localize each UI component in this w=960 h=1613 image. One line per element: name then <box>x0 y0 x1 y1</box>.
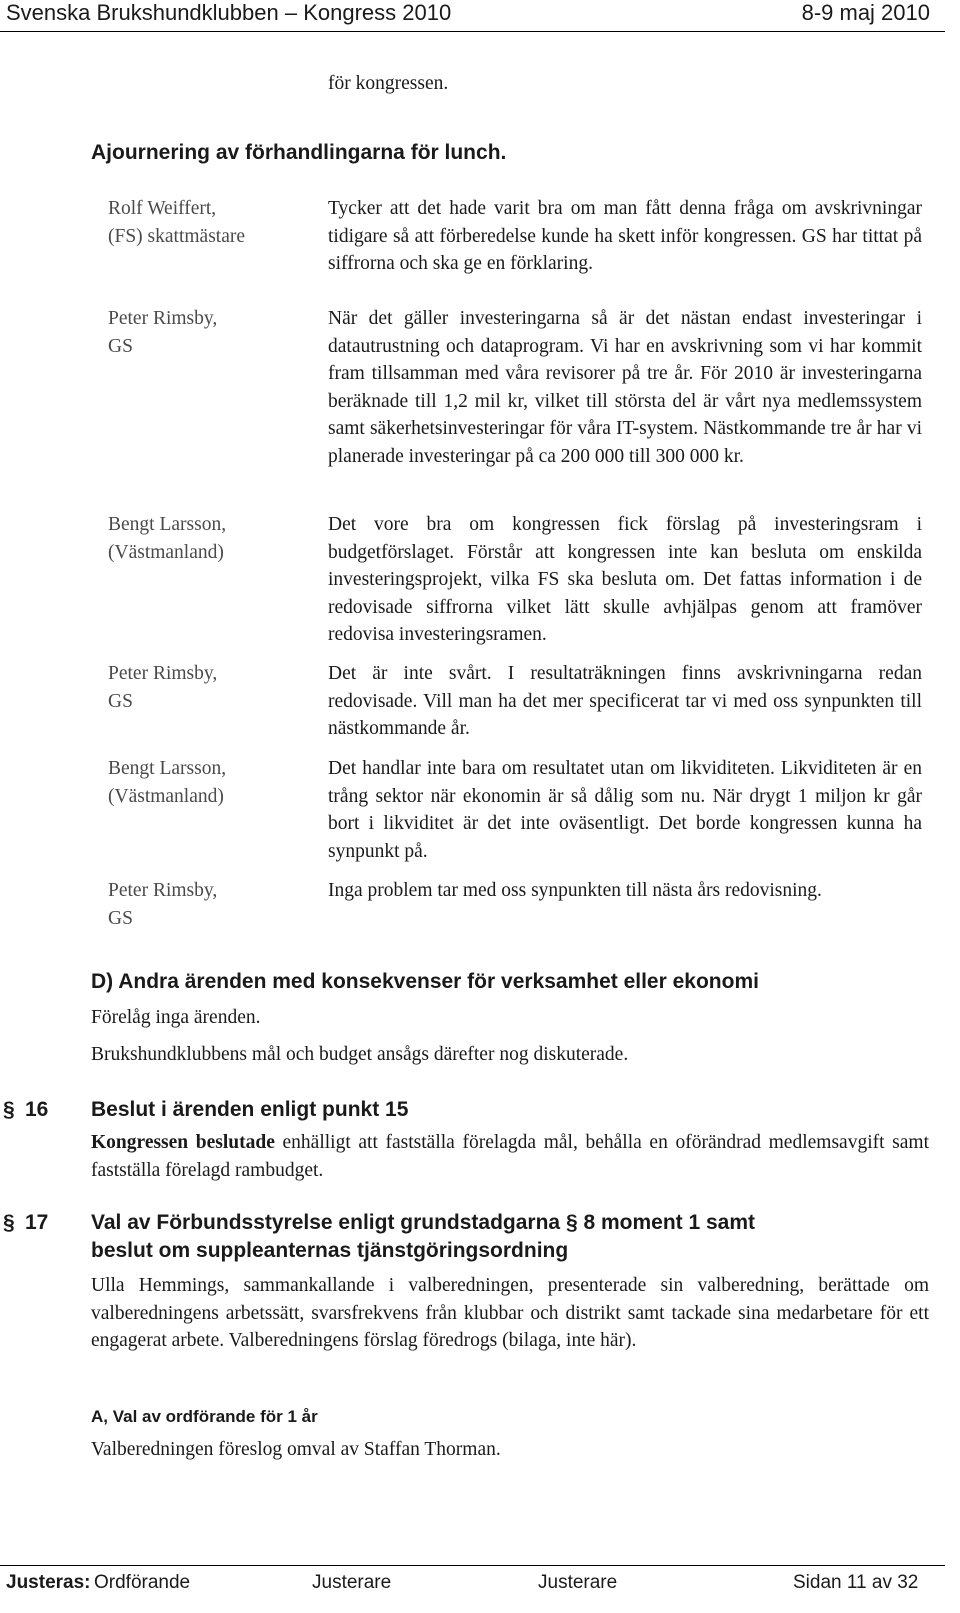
section-d-line2: Brukshundklubbens mål och budget ansågs därefter nog diskuterade. <box>91 1044 629 1065</box>
section-17-paragraph: Ulla Hemmings, sammankallande i valberedningen, presenterade sin valberedning, berättade om valberedningens arbetssätt, svarsfrekvens från klubbar och distrikt samt tackade sina medarbetare för ett engagerat arbete. Valberedningens förslag föredrogs (bilaga, inte här). <box>91 1275 929 1352</box>
section-17-number: 17 <box>25 1211 49 1234</box>
speaker-name: Peter Rimsby, GS <box>108 880 218 929</box>
section-17-subtext: Valberedningen föreslog omval av Staffan Thorman. <box>91 1439 501 1460</box>
section-17-title: Val av Förbundsstyrelse enligt grundstadgarna § 8 moment 1 samt beslut om suppleanternas tjänstgöringsordning <box>91 1211 756 1262</box>
speaker-name: Peter Rimsby, GS <box>108 663 218 712</box>
section-d-line1: Förelåg inga ärenden. <box>91 1007 261 1028</box>
footer-justeras-label: Justeras: <box>6 1572 91 1593</box>
speech-paragraph: Det är inte svårt. I resultaträkningen finns avskrivningarna redan redovisade. Vill man ha det mer specificerat tar vi med oss synpunkten till nästkommande år. <box>328 663 922 740</box>
header-title: Svenska Brukshundklubben – Kongress 2010 <box>6 0 452 25</box>
header-date: 8-9 maj 2010 <box>801 0 930 25</box>
speaker-name: Bengt Larsson, (Västmanland) <box>108 758 227 807</box>
continuation-text: för kongressen. <box>328 73 449 94</box>
speaker-name: Rolf Weiffert, (FS) skattmästare <box>108 198 246 247</box>
footer-rule <box>0 1565 945 1566</box>
speaker-name: Bengt Larsson, (Västmanland) <box>108 514 227 563</box>
section-16-text: Kongressen beslutade enhälligt att fastställa förelagda mål, behålla en oförändrad medlemsavgift samt fastställa förelagd rambudget. <box>91 1132 929 1181</box>
page-header <box>0 0 960 30</box>
speech-paragraph: När det gäller investeringarna så är det nästan endast investeringar i datautrustning och dataprogram. Vi har en avskrivning som vi har kommit fram tillsamman med våra revisorer på tre år. För 2010 är investeringarna beräknade till 1,2 mil kr, vilket till största del är vårt nya medlemssystem samt säkerhetsinvesteringar för våra IT-system. Nästkommande tre år har vi planerade investeringar på ca 200 000 till 300 000 kr. <box>328 308 922 467</box>
section-symbol: § <box>3 1211 15 1234</box>
speech-paragraph: Inga problem tar med oss synpunkten till nästa års redovisning. <box>328 880 822 901</box>
footer-page-number: Sidan 11 av 32 <box>793 1572 919 1593</box>
footer-ordforande: Ordförande <box>94 1572 191 1593</box>
section-16-number: 16 <box>25 1098 49 1121</box>
speech-paragraph: Det handlar inte bara om resultatet utan om likviditeten. Likviditeten är en trång sektor när ekonomin är så dålig som nu. När drygt 1 miljon kr går bort i likviditet är det inte oväsentligt. Det borde kongressen kunna ha synpunkt på. <box>328 758 922 862</box>
header-rule <box>0 31 945 32</box>
footer-justerare-2: Justerare <box>538 1572 618 1593</box>
decision-lead: Kongressen beslutade <box>91 1132 275 1153</box>
adjournment-heading: Ajournering av förhandlingarna för lunch. <box>91 141 507 164</box>
section-17-subheading: A, Val av ordförande för 1 år <box>91 1407 318 1426</box>
section-16-title: Beslut i ärenden enligt punkt 15 <box>91 1098 409 1121</box>
speech-paragraph: Tycker att det hade varit bra om man fått denna fråga om avskrivningar tidigare så att förberedelse kunde ha skett inför kongressen. GS har tittat på siffrorna och ska ge en förklaring. <box>328 198 922 275</box>
section-d-heading: D) Andra ärenden med konsekvenser för verksamhet eller ekonomi <box>91 970 759 993</box>
speaker-name: Peter Rimsby, GS <box>108 308 218 357</box>
section-symbol: § <box>3 1098 15 1121</box>
footer-justerare-1: Justerare <box>312 1572 392 1593</box>
page-footer <box>0 1572 960 1613</box>
speech-paragraph: Det vore bra om kongressen fick förslag på investeringsram i budgetförslaget. Förstår att kongressen inte kan besluta om enskilda investeringsprojekt, vilka FS ska besluta om. Det fattas information i de redovisade siffrorna vilket lätt skulle avhjälpas genom att framöver redovisa investeringsramen. <box>328 514 922 646</box>
